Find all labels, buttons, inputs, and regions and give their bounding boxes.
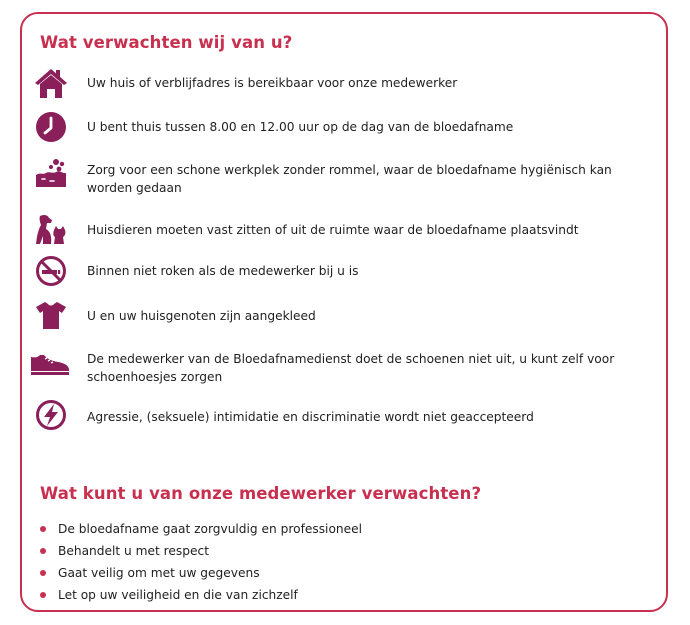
shoe-icon: [28, 346, 72, 380]
lightning-icon: [34, 398, 68, 432]
list-item-text: Zorg voor een schone werkplek zonder rommel, waar de bloedafname hygiënisch kan worden gedaan: [87, 163, 612, 195]
list-item-text: Agressie, (seksuele) intimidatie en discriminatie wordt niet geaccepteerd: [87, 410, 534, 424]
bullet-dot-icon: [40, 570, 46, 576]
list-item-text: Binnen niet roken als de medewerker bij u is: [87, 264, 359, 278]
clock-icon: [34, 110, 68, 144]
bullet-text: Gaat veilig om met uw gegevens: [58, 566, 260, 580]
section-title-expectations-of-you: Wat verwachten wij van u?: [40, 33, 293, 52]
bullet-text: Let op uw veiligheid en die van zichzelf: [58, 588, 298, 602]
bullet-item: [40, 520, 640, 540]
bullet-dot-icon: [40, 526, 46, 532]
bullet-item: [40, 542, 640, 562]
bullet-text: Behandelt u met respect: [58, 544, 209, 558]
bullet-dot-icon: [40, 592, 46, 598]
list-item-text: De medewerker van de Bloedafnamedienst doet de schoenen niet uit, u kunt zelf voor schoenhoesjes zorgen: [87, 352, 615, 384]
list-item-text: Huisdieren moeten vast zitten of uit de ruimte waar de bloedafname plaatsvindt: [87, 223, 579, 237]
cleaning-icon: [34, 157, 68, 191]
pets-icon: [34, 212, 68, 246]
bullet-item: [40, 586, 640, 606]
section-title-expectations-of-employee: Wat kunt u van onze medewerker verwachten?: [40, 484, 482, 503]
bullet-dot-icon: [40, 548, 46, 554]
house-icon: [34, 66, 68, 100]
bullet-text: De bloedafname gaat zorgvuldig en professioneel: [58, 522, 363, 536]
list-item-text: Uw huis of verblijfadres is bereikbaar voor onze medewerker: [87, 76, 458, 90]
list-item-text: U en uw huisgenoten zijn aangekleed: [87, 309, 316, 323]
tshirt-icon: [34, 298, 68, 332]
no-smoking-icon: [34, 254, 68, 288]
list-item-text: U bent thuis tussen 8.00 en 12.00 uur op de dag van de bloedafname: [87, 120, 514, 134]
bullet-item: [40, 564, 640, 584]
